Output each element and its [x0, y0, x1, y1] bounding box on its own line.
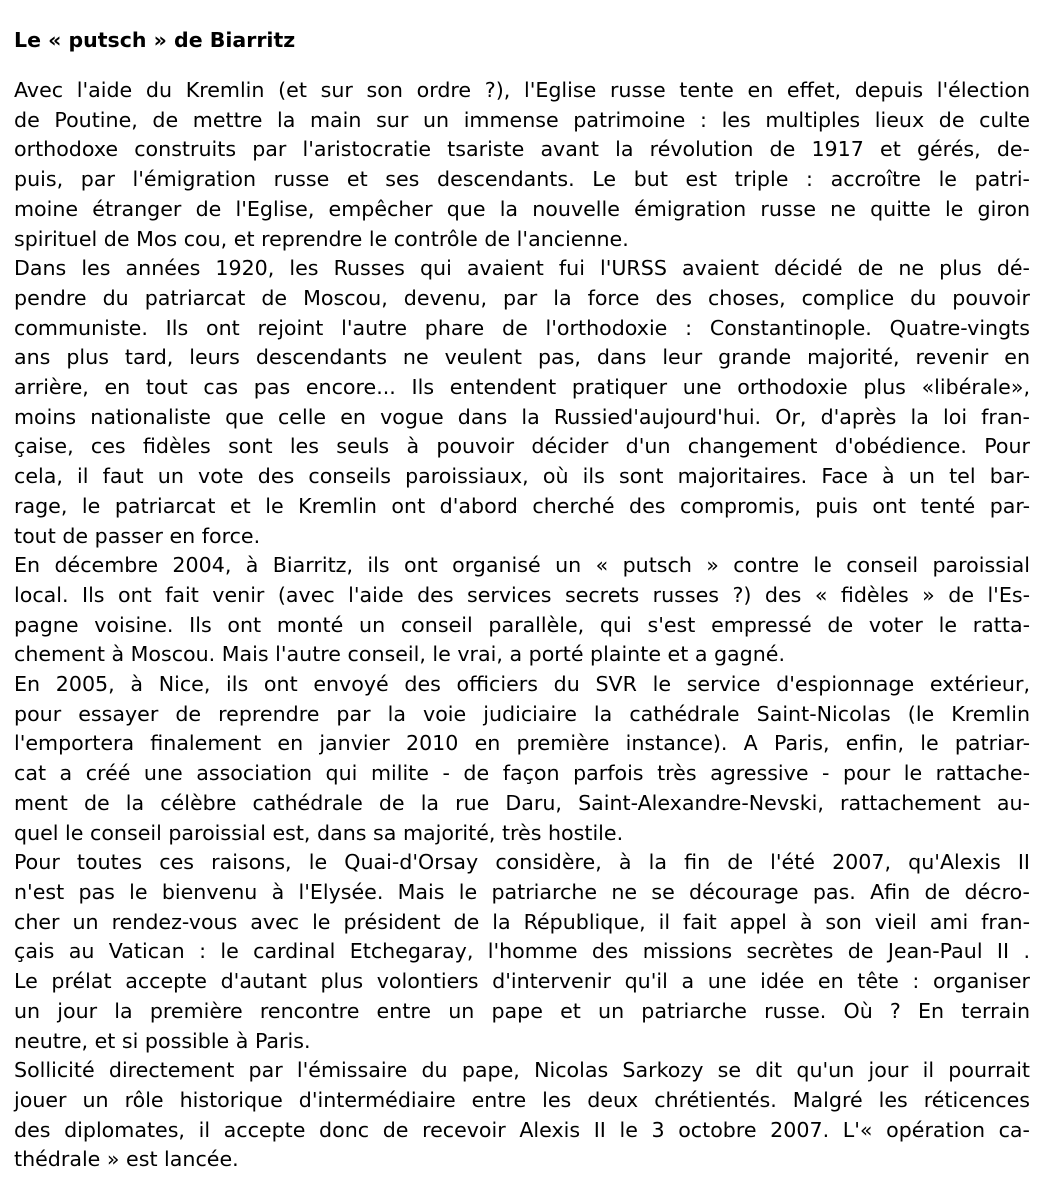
text-line: spirituel de Mos cou, et reprendre le contrôle de l'ancienne.	[14, 226, 629, 251]
text-line: l'emportera finalement en janvier 2010 en première instance). A Paris, enfin, le patriar-	[14, 731, 1030, 756]
text-line: En décembre 2004, à Biarritz, ils ont organisé un « putsch » contre le conseil paroissial	[14, 553, 1030, 578]
text-line: pendre du patriarcat de Moscou, devenu, par la force des choses, complice du pouvoir	[14, 285, 1030, 310]
text-line: chement à Moscou. Mais l'autre conseil, le vrai, a porté plainte et a gagné.	[14, 642, 786, 667]
text-line: cela, il faut un vote des conseils paroissiaux, où ils sont majoritaires. Face à un tel bar-	[14, 464, 1030, 489]
text-line: moine étranger de l'Eglise, empêcher que la nouvelle émigration russe ne quitte le giron	[14, 196, 1030, 221]
text-line: orthodoxe construits par l'aristocratie tsariste avant la révolution de 1917 et gérés, de-	[14, 137, 1030, 162]
text-line: communiste. Ils ont rejoint l'autre phare de l'orthodoxie : Constantinople. Quatre-vingts	[14, 315, 1030, 340]
text-line: puis, par l'émigration russe et ses descendants. Le but est triple : accroître le patri-	[14, 167, 1030, 192]
text-line: de Poutine, de mettre la main sur un immense patrimoine : les multiples lieux de culte	[14, 107, 1030, 132]
text-line: Avec l'aide du Kremlin (et sur son ordre ?), l'Eglise russe tente en effet, depuis l'élection	[14, 78, 1030, 102]
text-line: Sollicité directement par l'émissaire du pape, Nicolas Sarkozy se dit qu'un jour il pourrait	[14, 1058, 1030, 1083]
text-line: pour essayer de reprendre par la voie judiciaire la cathédrale Saint-Nicolas (le Kremlin	[14, 701, 1030, 726]
text-line: Pour toutes ces raisons, le Quai-d'Orsay considère, à la fin de l'été 2007, qu'Alexis II	[14, 850, 1030, 875]
text-line: çaise, ces fidèles sont les seuls à pouvoir décider d'un changement d'obédience. Pour	[14, 434, 1030, 459]
article-body	[14, 76, 1030, 1175]
text-line: rage, le patriarcat et le Kremlin ont d'abord cherché des compromis, puis ont tenté par-	[14, 493, 1030, 518]
text-line: jouer un rôle historique d'intermédiaire entre les deux chrétientés. Malgré les réticences	[14, 1087, 1030, 1112]
text-line: des diplomates, il accepte donc de recevoir Alexis II le 3 octobre 2007. L'« opération ca-	[14, 1117, 1030, 1142]
text-line: quel le conseil paroissial est, dans sa majorité, très hostile.	[14, 820, 624, 845]
text-line: ment de la célèbre cathédrale de la rue Daru, Saint-Alexandre-Nevski, rattachement au-	[14, 790, 1030, 815]
text-line: pagne voisine. Ils ont monté un conseil parallèle, qui s'est empressé de voter le ratta-	[14, 612, 1030, 637]
text-line: çais au Vatican : le cardinal Etchegaray, l'homme des missions secrètes de Jean-Paul II .	[14, 939, 1030, 964]
text-line: n'est pas le bienvenu à l'Elysée. Mais le patriarche ne se décourage pas. Afin de décro-	[14, 879, 1030, 904]
text-line: un jour la première rencontre entre un pape et un patriarche russe. Où ? En terrain	[14, 998, 1030, 1023]
text-line: cat a créé une association qui milite - de façon parfois très agressive - pour le rattache-	[14, 761, 1030, 786]
text-line: arrière, en tout cas pas encore... Ils entendent pratiquer une orthodoxie plus «libérale»,	[14, 375, 1030, 400]
text-line: Le prélat accepte d'autant plus volontiers d'intervenir qu'il a une idée en tête : organiser	[14, 969, 1030, 994]
text-line: ans plus tard, leurs descendants ne veulent pas, dans leur grande majorité, revenir en	[14, 345, 1030, 370]
article	[14, 26, 1030, 1175]
text-line: En 2005, à Nice, ils ont envoyé des officiers du SVR le service d'espionnage extérieur,	[14, 672, 1030, 697]
article-title: Le « putsch » de Biarritz	[14, 28, 296, 52]
text-line: Dans les années 1920, les Russes qui avaient fui l'URSS avaient décidé de ne plus dé-	[14, 256, 1030, 281]
text-line: thédrale » est lancée.	[14, 1147, 239, 1172]
text-line: neutre, et si possible à Paris.	[14, 1028, 311, 1053]
text-line: tout de passer en force.	[14, 523, 261, 548]
text-line: cher un rendez-vous avec le président de la République, il fait appel à son vieil ami fran-	[14, 909, 1030, 934]
text-line: moins nationaliste que celle en vogue dans la Russied'aujourd'hui. Or, d'après la loi fran-	[14, 404, 1030, 429]
text-line: local. Ils ont fait venir (avec l'aide des services secrets russes ?) des « fidèles » de l'Es-	[14, 582, 1030, 607]
